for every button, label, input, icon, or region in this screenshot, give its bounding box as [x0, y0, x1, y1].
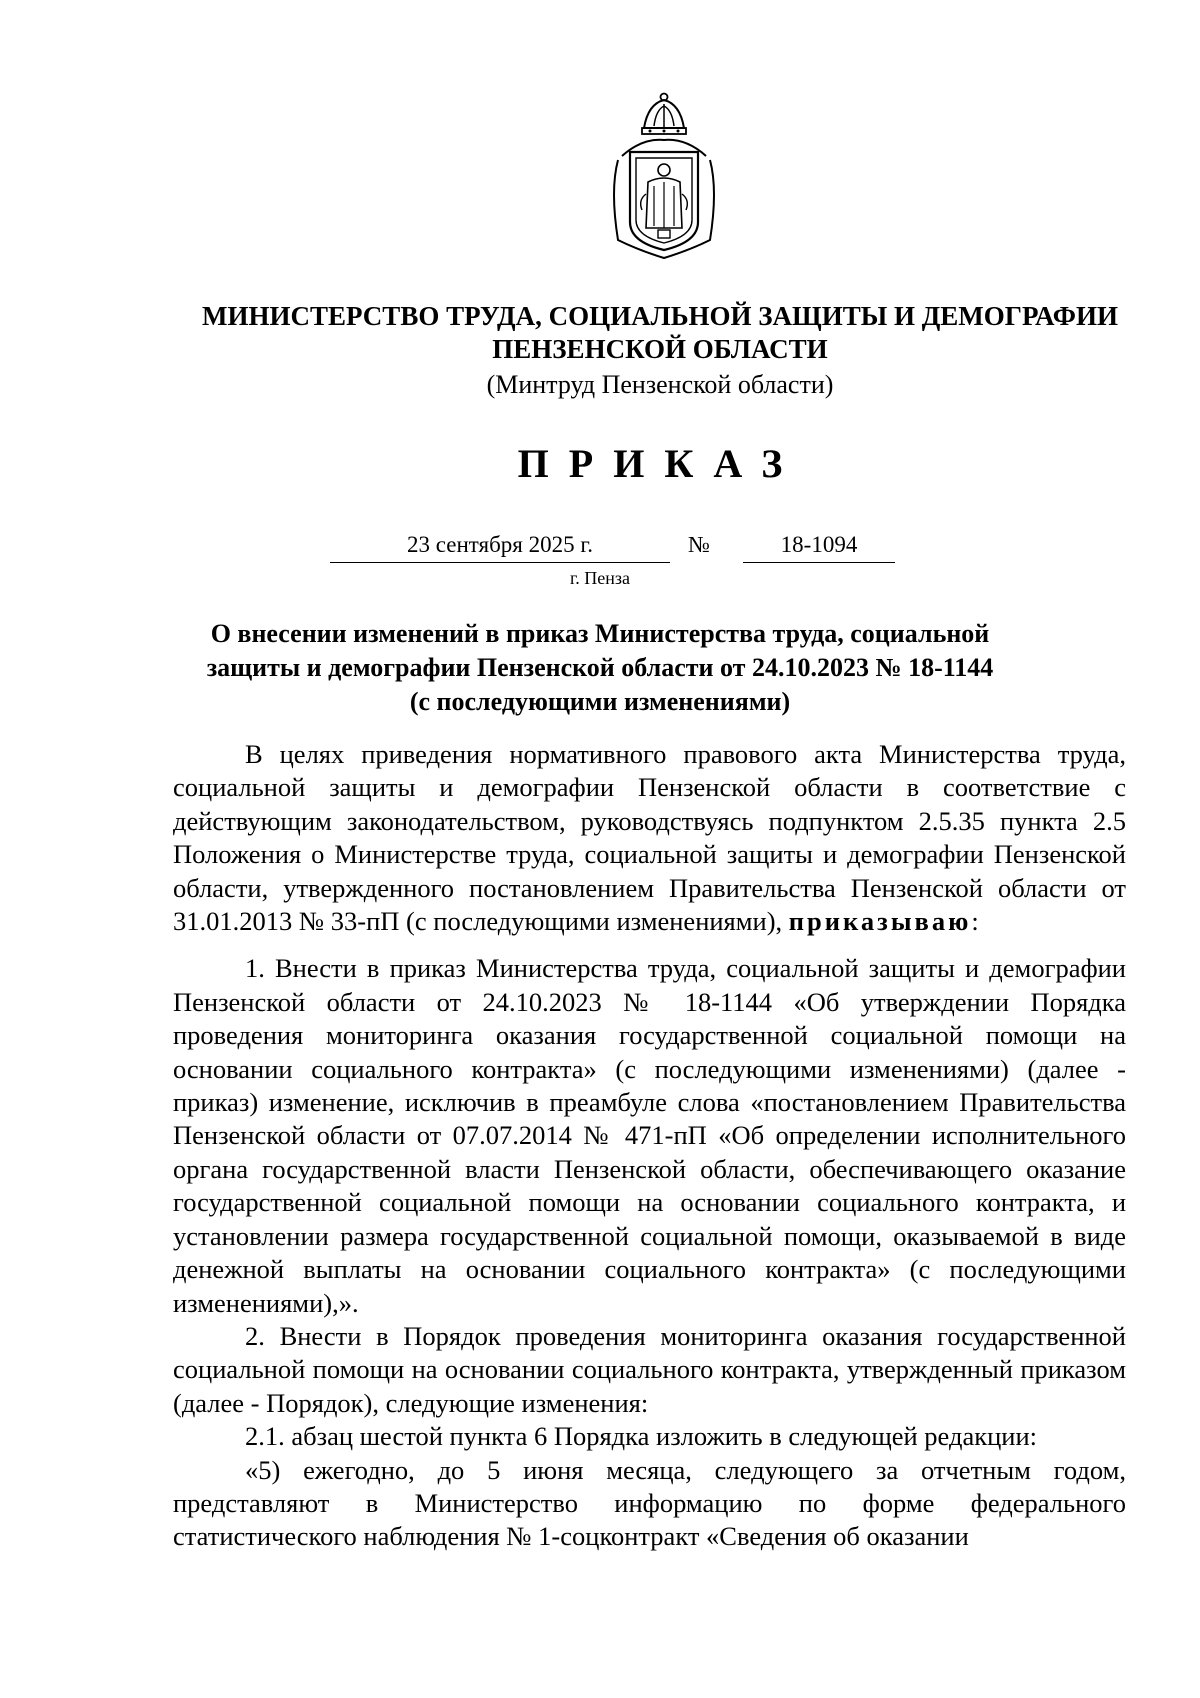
document-subject	[0, 617, 1200, 719]
subject-line3: (с последующими изменениями)	[409, 687, 791, 716]
ministry-name-line1: МИНИСТЕРСТВО ТРУДА, СОЦИАЛЬНОЙ ЗАЩИТЫ И ДЕМОГРАФИИ	[201, 301, 1118, 331]
paragraph-1: 1. Внести в приказ Министерства труда, социальной защиты и демографии Пензенской области от 24.10.2023 № 18-1144 «Об утверждении Порядка проведения мониторинга оказания государственной социальной помощи на основании социального контракта» (с последующими изменениями) (далее - приказ) изменение, исключив в преамбуле слова «постановлением Правительства Пензенской области от 07.07.2014 № 471-пП «Об определении исполнительного органа государственной власти Пензенской области, обеспечивающего оказание государственной социальной помощи на основании социального контракта, и установлении размера государственной социальной помощи, оказываемой в виде денежной выплаты на основании социального контракта» (с последующими изменениями),».	[173, 953, 1126, 1318]
document-city: г. Пенза	[569, 568, 631, 588]
preamble-colon: :	[971, 906, 979, 937]
paragraph-2-1: 2.1. абзац шестой пункта 6 Порядка изложить в следующей редакции:	[245, 1421, 1037, 1452]
order-word: приказываю	[788, 906, 972, 937]
coat-of-arms-emblem	[608, 90, 720, 266]
document-body	[173, 738, 1126, 1554]
document-number: 18-1094	[743, 528, 895, 563]
ministry-name-line2: ПЕНЗЕНСКОЙ ОБЛАСТИ	[492, 334, 828, 364]
preamble-paragraph	[173, 738, 1126, 938]
document-date: 23 сентября 2025 г.	[330, 528, 670, 563]
paragraph-2: 2. Внести в Порядок проведения мониторинга оказания государственной социальной помощи на основании социального контракта, утвержденный приказом (далее - Порядок), следующие изменения:	[173, 1320, 1126, 1418]
subject-line1: О внесении изменений в приказ Министерства труда, социальной	[210, 619, 990, 648]
document-type-title: ПРИКАЗ	[517, 441, 803, 486]
ministry-short-name: (Минтруд Пензенской области)	[486, 370, 834, 399]
subject-line2: защиты и демографии Пензенской области от 24.10.2023 № 18-1144	[206, 653, 994, 682]
number-sign: №	[688, 532, 710, 557]
ministry-name	[0, 300, 1200, 366]
paragraph-quote-5: «5) ежегодно, до 5 июня месяца, следующего за отчетным годом, представляют в Министерство информацию по форме федерального статистического наблюдения № 1-соцконтракт «Сведения об оказании	[173, 1454, 1126, 1552]
preamble-text: В целях приведения нормативного правового акта Министерства труда, социальной защиты и демографии Пензенской области в соответствие с действующим законодательством, руководствуясь подпунктом 2.5.35 пункта 2.5 Положения о Министерстве труда, социальной защиты и демографии Пензенской области, утвержденного постановлением Правительства Пензенской области от 31.01.2013 № 33-пП (с последующими изменениями),	[173, 739, 1126, 937]
